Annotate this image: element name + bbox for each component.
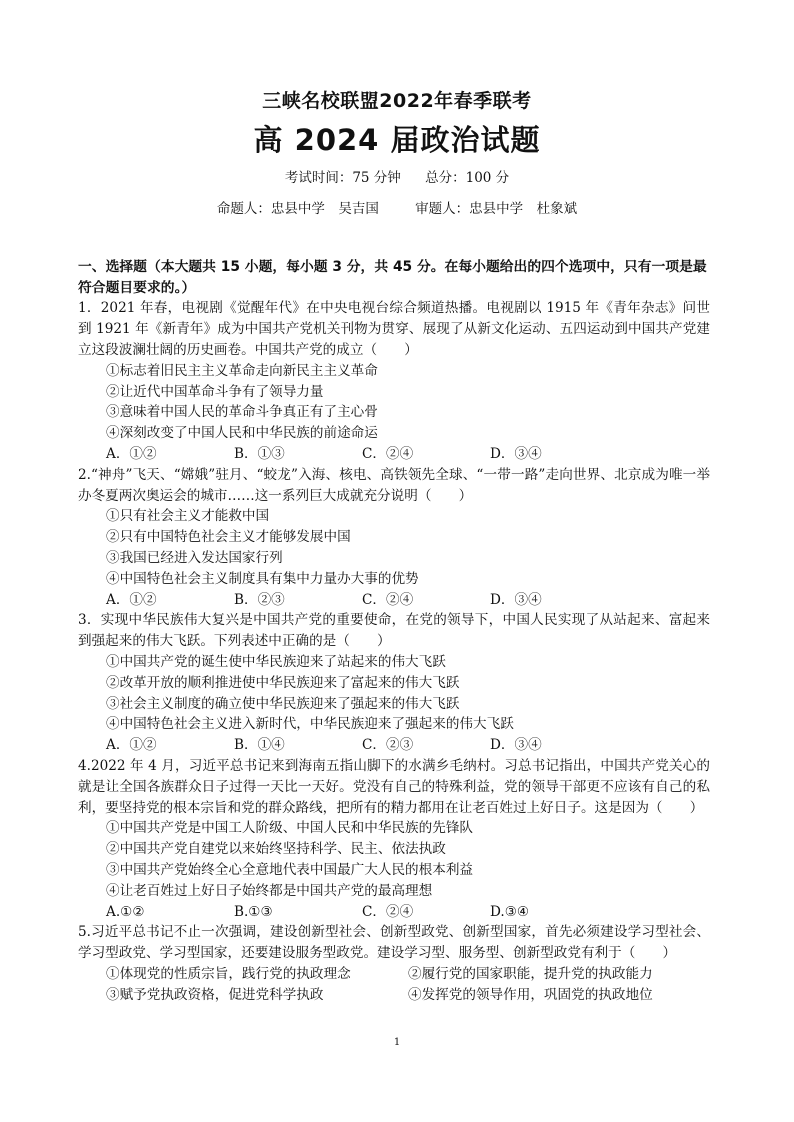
- question-option: ③社会主义制度的确立使中华民族迎来了强起来的伟大飞跃: [106, 695, 460, 712]
- question-option: ②让近代中国革命斗争有了领导力量: [106, 383, 324, 400]
- question-option: ④让老百姓过上好日子始终都是中国共产党的最高理想: [106, 882, 433, 899]
- exam-title: 三峡名校联盟2022年春季联考: [262, 90, 532, 112]
- question-option: ①中国共产党的诞生使中华民族迎来了站起来的伟大飞跃: [106, 653, 446, 670]
- answer-d: D．③④: [490, 591, 542, 608]
- question-2: [78, 465, 710, 611]
- answer-b: B．②③: [234, 591, 285, 608]
- question-stem: 4.2022 年 4 月，习近平总书记来到海南五指山脚下的水满乡毛纳村。习总书记指出，中国共产党关心的就是让全国各族群众日子过得一天比一天好。党没有自己的特殊利益，党的领导干部更不应该有自己的私利，要坚持党的根本宗旨和党的群众路线，把所有的精力都用在让老百姓过上好日子。这是因为（ ）: [78, 757, 710, 816]
- question-option: ④发挥党的领导作用，巩固党的执政地位: [408, 986, 653, 1003]
- answer-d: D．③④: [490, 737, 542, 754]
- question-option: ③赋予党执政资格，促进党科学执政: [106, 986, 324, 1003]
- question-5: [78, 922, 710, 1005]
- answer-b: B．①④: [234, 737, 285, 754]
- question-option-row: [78, 985, 710, 1006]
- question-option: ④中国特色社会主义制度具有集中力量办大事的优势: [106, 570, 419, 587]
- answer-a: A．①②: [106, 445, 157, 462]
- exam-authors: [0, 197, 794, 217]
- page-number: 1: [393, 1037, 401, 1048]
- question-1: [78, 298, 710, 464]
- answer-c: C．②④: [362, 903, 414, 920]
- question-option: ②改革开放的顺利推进使中华民族迎来了富起来的伟大飞跃: [106, 674, 460, 691]
- question-option: ①标志着旧民主主义革命走向新民主主义革命: [106, 362, 378, 379]
- question-4: [78, 756, 710, 922]
- question-3: [78, 610, 710, 756]
- answer-choices: [78, 444, 710, 465]
- answer-choices: [78, 735, 710, 756]
- question-option: ③意味着中国人民的革命斗争真正有了主心骨: [106, 404, 378, 421]
- answer-b: B．①③: [234, 445, 285, 462]
- question-stem: 2.“神舟”飞天、“嫦娥”驻月、“蛟龙”入海、核电、高铁领先全球、“一带一路”走向世界、北京成为唯一举办冬夏两次奥运会的城市……这一系列巨大成就充分说明（ ）: [78, 466, 710, 504]
- exam-meta: [0, 166, 794, 186]
- setter: 命题人：忠县中学 吴吉国: [216, 201, 379, 217]
- question-option: ③我国已经进入发达国家行列: [106, 549, 283, 566]
- question-option: ①中国共产党是中国工人阶级、中国人民和中华民族的先锋队: [106, 820, 474, 837]
- question-option: ①只有社会主义才能救中国: [106, 508, 270, 525]
- answer-choices: [78, 590, 710, 611]
- section-heading: 一、选择题（本大题共 15 小题，每小题 3 分，共 45 分。在每小题给出的四个选项中，只有一项是最符合题目要求的。）: [78, 258, 707, 296]
- question-option: ③中国共产党始终全心全意地代表中国最广大人民的根本利益: [106, 861, 474, 878]
- answer-c: C．②④: [362, 591, 414, 608]
- exam-time: 考试时间：75 分钟: [284, 170, 401, 186]
- question-option: ④深刻改变了中国人民和中华民族的前途命运: [106, 425, 378, 442]
- question-option: ②只有中国特色社会主义才能够发展中国: [106, 529, 351, 546]
- answer-d: D．③④: [490, 445, 542, 462]
- total-score: 总分：100 分: [425, 170, 510, 186]
- answer-c: C．②④: [362, 445, 414, 462]
- question-stem: 5.习近平总书记不止一次强调，建设创新型社会、创新型政党、创新型国家，首先必须建设学习型社会、学习型政党、学习型国家，还要建设服务型政党。建设学习型、服务型、创新型政党有利于（ ）: [78, 924, 710, 962]
- reviewer: 审题人：忠县中学 杜象斌: [415, 201, 578, 217]
- question-option: ②履行党的国家职能，提升党的执政能力: [408, 965, 653, 982]
- question-stem: 3．实现中华民族伟大复兴是中国共产党的重要使命，在党的领导下，中国人民实现了从站起来、富起来到强起来的伟大飞跃。下列表述中正确的是（ ）: [78, 612, 710, 650]
- question-option: ①体现党的性质宗旨，践行党的执政理念: [106, 965, 351, 982]
- answer-choices: [78, 902, 710, 923]
- answer-c: C．②③: [362, 737, 414, 754]
- answer-a: A.①②: [106, 903, 145, 920]
- question-stem: 1．2021 年春，电视剧《觉醒年代》在中央电视台综合频道热播。电视剧以 1915 年《青年杂志》问世到 1921 年《新青年》成为中国共产党机关刊物为贯穿、展现了从新文化运动、五四运动到中国共产党建立这段波澜壮阔的历史画卷。中国共产党的成立（ ）: [78, 300, 710, 358]
- question-option-row: [78, 964, 710, 985]
- answer-a: A．①②: [106, 737, 157, 754]
- exam-content: [78, 243, 710, 1005]
- answer-b: B.①③: [234, 903, 273, 920]
- exam-subtitle: 高 2024 届政治试题: [253, 123, 541, 157]
- answer-d: D.③④: [490, 903, 530, 920]
- question-option: ②中国共产党自建党以来始终坚持科学、民主、依法执政: [106, 841, 446, 858]
- question-option: ④中国特色社会主义进入新时代，中华民族迎来了强起来的伟大飞跃: [106, 716, 514, 733]
- answer-a: A．①②: [106, 591, 157, 608]
